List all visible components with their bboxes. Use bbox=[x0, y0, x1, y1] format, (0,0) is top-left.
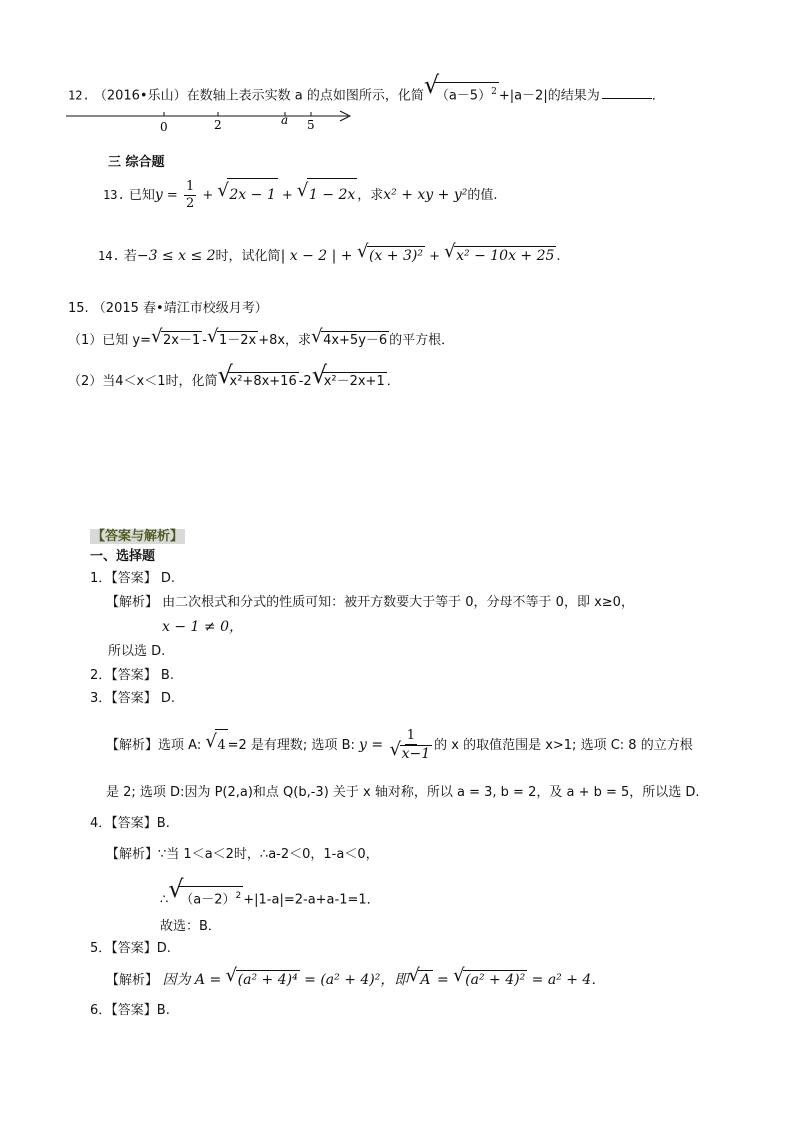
radicand: （a－5） bbox=[435, 88, 492, 104]
radicand: x² − 10x + 25 bbox=[456, 248, 555, 264]
math-expression: | x − 2 | + bbox=[280, 248, 357, 264]
answer-3-explanation-2: 是 2; 选项 D:因为 P(2,a)和点 Q(b,-3) 关于 x 轴对称，所以 a = 3, b = 2，及 a + b = 5，所以选 D. bbox=[106, 785, 700, 800]
question-text: （1）已知 y= bbox=[68, 333, 151, 348]
explanation-text: =2 是有理数; 选项 B: bbox=[227, 738, 355, 753]
question-14 bbox=[98, 246, 561, 266]
radicand: （a－2） bbox=[180, 892, 236, 908]
question-text: 在数轴上表示实数 a 的点如图所示，化简 bbox=[186, 88, 424, 104]
math-expression: 因为 A = bbox=[158, 972, 226, 988]
math-op: - bbox=[202, 333, 207, 348]
explanation-text: 由二次根式和分式的性质可知：被开方数要大于等于 0，分母不等于 0，即 x≥0， bbox=[158, 595, 634, 610]
punctuation: . bbox=[556, 249, 561, 264]
explanation-label: 【解析】 bbox=[106, 595, 159, 610]
numerator: 1 bbox=[406, 728, 415, 743]
radicand: (a² + 4)² bbox=[465, 972, 526, 988]
radicand: x−1 bbox=[401, 746, 431, 762]
math-op: = bbox=[432, 972, 454, 988]
axis-label-0: 0 bbox=[160, 120, 168, 134]
radical bbox=[454, 970, 527, 990]
math-var: y bbox=[154, 187, 163, 203]
answer-4-calculation bbox=[160, 886, 380, 909]
section-title: 三 综合题 bbox=[108, 155, 165, 170]
math-op: = bbox=[162, 188, 182, 203]
radicand: 4x+5y－6 bbox=[323, 333, 388, 348]
answer-5-explanation bbox=[106, 970, 605, 990]
radical bbox=[169, 886, 243, 909]
math-expression: = (a² + 4)²，即 bbox=[299, 972, 409, 988]
question-text: 已知 bbox=[128, 188, 155, 203]
answers-badge bbox=[90, 528, 185, 546]
question-15-header: 15. （2015 春•靖江市校级月考） bbox=[68, 301, 268, 316]
exponent: 2 bbox=[491, 87, 497, 97]
explanation-label: 【解析】 bbox=[106, 847, 159, 862]
radical bbox=[152, 331, 202, 350]
denominator: 2 bbox=[185, 196, 195, 211]
answer-2: 2．【答案】 B. bbox=[90, 668, 174, 683]
radicand: A bbox=[420, 972, 431, 988]
answer-3-explanation bbox=[106, 728, 693, 763]
radicand: 2x − 1 bbox=[227, 178, 277, 211]
math-op: + bbox=[424, 249, 445, 264]
number-line bbox=[66, 106, 358, 136]
radicand: 1 − 2x bbox=[307, 178, 357, 211]
axis-label-a: a bbox=[281, 113, 289, 127]
radical bbox=[358, 246, 425, 266]
radical bbox=[298, 178, 357, 212]
radical bbox=[227, 970, 300, 990]
punctuation: ． bbox=[651, 88, 665, 104]
question-12 bbox=[68, 82, 665, 105]
math-op: -2 bbox=[298, 374, 312, 389]
question-source: （2016•乐山） bbox=[93, 88, 187, 104]
math-expression: x² + xy + y² bbox=[383, 187, 468, 203]
exponent: 2 bbox=[235, 891, 242, 901]
radicand: (a² + 4)⁴ bbox=[237, 972, 298, 988]
explanation-text: 的 x 的取值范围是 x>1; 选项 C: 8 的立方根 bbox=[434, 738, 693, 753]
answer-1-conclusion: 所以选 D. bbox=[108, 644, 166, 659]
explanation-label: 【解析】 bbox=[106, 738, 159, 753]
radical bbox=[391, 745, 433, 763]
radical bbox=[445, 246, 556, 266]
answer-blank[interactable] bbox=[602, 86, 652, 99]
question-text: +8x，求 bbox=[258, 333, 312, 348]
radicand: x²+8x+16 bbox=[229, 374, 297, 389]
answer-1: 1．【答案】 D. bbox=[90, 571, 176, 586]
punctuation: ． bbox=[386, 374, 400, 389]
radical bbox=[218, 178, 277, 212]
question-13 bbox=[103, 178, 498, 212]
radicand: (x + 3)² bbox=[368, 248, 423, 264]
question-text: ，求 bbox=[357, 188, 384, 203]
explanation-text: 选项 A: bbox=[158, 738, 202, 753]
math-expression: −3 ≤ x ≤ 2 bbox=[136, 248, 216, 264]
math-expression: = a² + 4． bbox=[527, 972, 606, 988]
answer-4: 4．【答案】B. bbox=[90, 816, 170, 831]
radical bbox=[219, 372, 299, 391]
answer-1-explanation bbox=[106, 594, 634, 612]
question-text-2: +|a－2|的结果为 bbox=[498, 88, 600, 104]
question-number: 13. bbox=[103, 188, 125, 202]
answer-3: 3．【答案】 D. bbox=[90, 691, 176, 706]
math-op: + bbox=[198, 188, 218, 203]
question-15-part-1 bbox=[68, 331, 454, 350]
numerator: 1 bbox=[185, 179, 195, 194]
radical bbox=[206, 729, 227, 762]
question-15-part-2 bbox=[68, 372, 400, 391]
answer-4-conclusion: 故选：B． bbox=[160, 919, 221, 934]
answer-1-explanation-2: x − 1 ≠ 0， bbox=[162, 619, 243, 635]
answer-6: 6．【答案】B. bbox=[90, 1003, 170, 1018]
question-number: 14. bbox=[98, 249, 120, 263]
radical bbox=[313, 372, 387, 391]
radical bbox=[425, 82, 499, 105]
answer-4-explanation bbox=[106, 846, 379, 864]
answers-section-title: 一、选择题 bbox=[90, 549, 156, 564]
radicand-wrapper bbox=[178, 886, 243, 909]
question-text: 若 bbox=[123, 249, 137, 264]
therefore-symbol: ∴ bbox=[160, 892, 169, 908]
radicand: 4 bbox=[215, 729, 227, 762]
math-op: + bbox=[277, 188, 297, 203]
axis-label-5: 5 bbox=[307, 118, 315, 132]
radicand: 1－2x bbox=[218, 333, 257, 348]
fraction bbox=[390, 728, 433, 763]
question-text: 的平方根． bbox=[389, 333, 455, 348]
answer-5: 5．【答案】D. bbox=[90, 941, 171, 956]
answers-badge-text: 【答案与解析】 bbox=[92, 529, 184, 544]
axis-label-2: 2 bbox=[214, 118, 222, 132]
radicand: 2x－1 bbox=[163, 333, 201, 348]
question-number: 12. bbox=[68, 88, 90, 103]
radicand: x²－2x+1 bbox=[323, 374, 385, 389]
question-text: 的值. bbox=[467, 188, 498, 203]
radical bbox=[312, 331, 389, 350]
radical bbox=[208, 331, 258, 350]
explanation-label: 【解析】 bbox=[106, 973, 159, 988]
fraction bbox=[184, 179, 196, 212]
math-expression: y = bbox=[359, 737, 388, 753]
question-text: （2）当4＜x＜1时，化简 bbox=[68, 374, 218, 389]
explanation-text: ∵当 1＜a＜2时，∴a-2＜0，1-a＜0， bbox=[158, 847, 379, 862]
radical bbox=[409, 970, 432, 990]
calculation-text: +|1-a|=2-a+a-1=1． bbox=[243, 892, 380, 908]
question-text: 时，试化简 bbox=[215, 249, 281, 264]
